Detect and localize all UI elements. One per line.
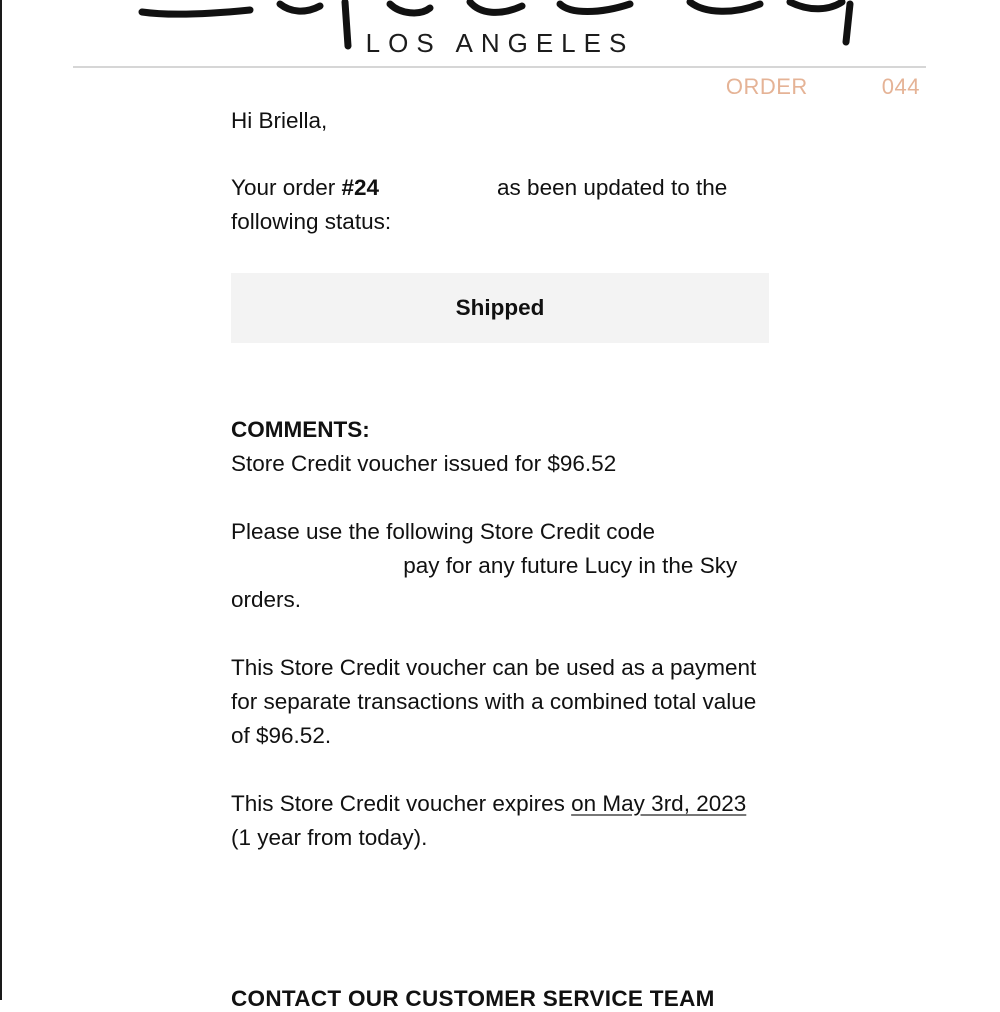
- order-status-message: [231, 171, 771, 239]
- voucher-expiry-text: [231, 787, 771, 855]
- expiry-date-link[interactable]: on May 3rd, 2023: [571, 791, 747, 816]
- window-left-edge: [0, 0, 2, 1000]
- redacted-credit-code: [231, 555, 397, 579]
- order-line-prefix: Your order: [231, 175, 342, 200]
- voucher-usage-text: This Store Credit voucher can be used as a payment for separate transactions with a combined total value of $96.52.: [231, 655, 757, 748]
- code-line-prefix: Please use the following Store Credit code: [231, 519, 655, 544]
- brand-logo[interactable]: [130, 0, 870, 60]
- redacted-order-id: [379, 177, 497, 201]
- header-divider: [73, 66, 926, 68]
- code-line-suffix: pay for any future Lucy in the Sky orders.: [231, 553, 738, 612]
- expiry-prefix: This Store Credit voucher expires: [231, 791, 572, 816]
- store-credit-code-text: [231, 515, 771, 617]
- order-number: #24: [341, 175, 380, 200]
- status-label: Shipped: [455, 295, 545, 320]
- order-reference: [726, 74, 920, 100]
- comments-heading: COMMENTS:: [231, 417, 370, 442]
- email-body: [231, 104, 771, 855]
- order-line-suffix: as been updated to the following status:: [231, 175, 728, 234]
- order-ref-suffix: 044: [881, 74, 920, 99]
- greeting: Hi Briella,: [231, 108, 328, 133]
- order-status-badge: [231, 273, 769, 343]
- voucher-issued-text: Store Credit voucher issued for $96.52: [231, 451, 617, 476]
- expiry-suffix: (1 year from today).: [231, 825, 428, 850]
- order-ref-label: ORDER: [725, 74, 808, 99]
- contact-heading: CONTACT OUR CUSTOMER SERVICE TEAM: [231, 986, 715, 1011]
- redacted-order-number: [808, 77, 882, 99]
- logo-subtitle: LOS ANGELES: [365, 28, 635, 58]
